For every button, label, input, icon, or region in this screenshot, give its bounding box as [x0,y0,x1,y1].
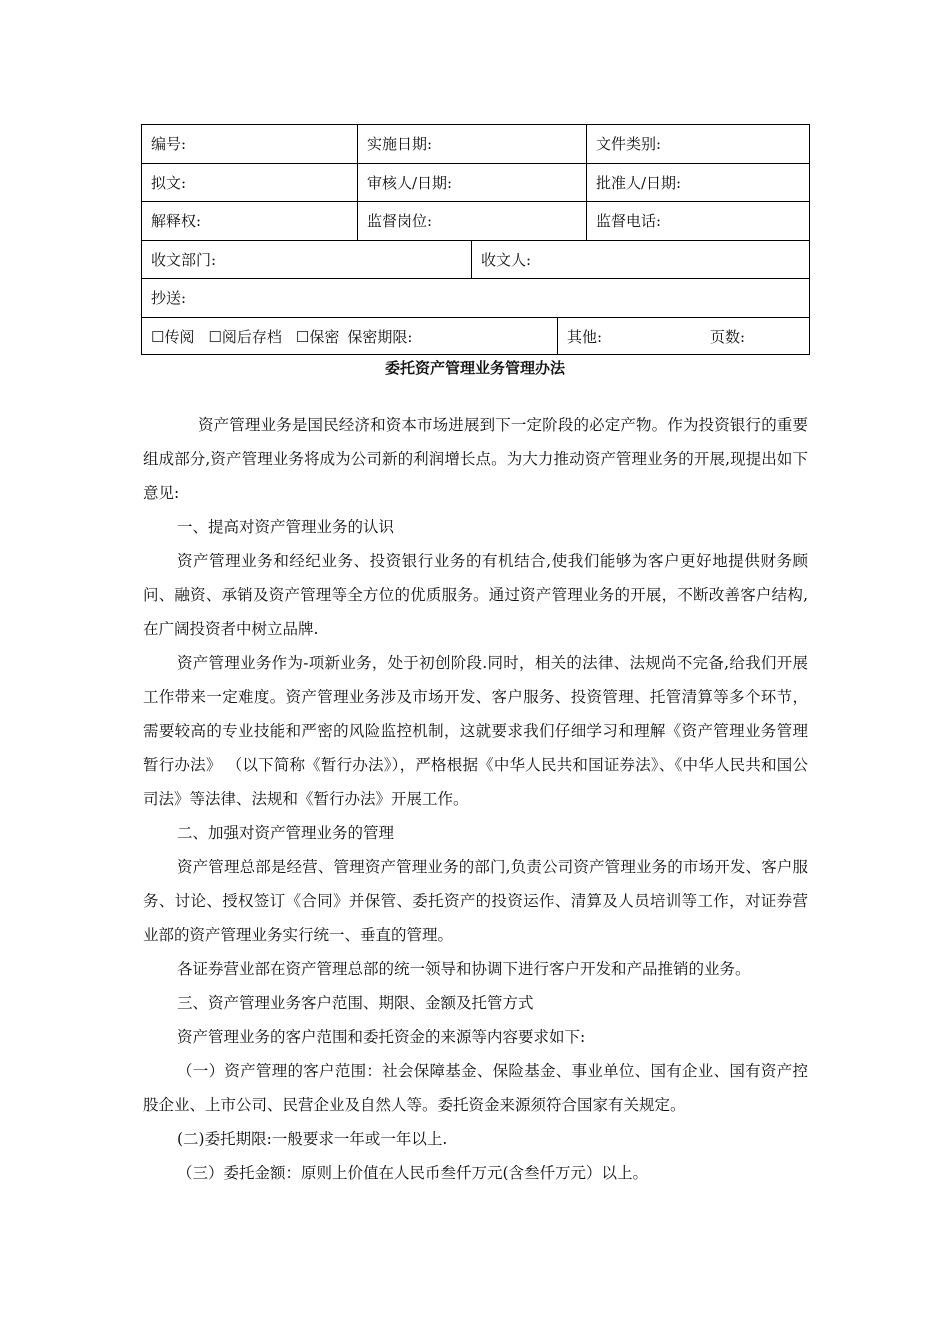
document-body [143,408,808,1190]
effective-date-cell: 实施日期: [357,125,586,163]
paragraph-intro: 资产管理业务是国民经济和资本市场进展到下一定阶段的必定产物。作为投资银行的重要组成部分,资产管理业务将成为公司新的利润增长点。为大力推动资产管理业务的开展,现提出如下意见: [143,416,808,502]
list-item-client-scope: （一）资产管理的客户范围：社会保障基金、保险基金、事业单位、国有企业、国有资产控股企业、上市公司、民营企业及自然人等。委托资金来源须符合国家有关规定。 [143,1062,808,1114]
section-heading-1: 一、提高对资产管理业务的认识 [177,518,395,536]
pages-label: 页数: [710,327,746,346]
header-row-3 [142,202,809,241]
archive-checkbox[interactable]: ☐阅后存档 [208,327,282,346]
paragraph: 资产管理业务的客户范围和委托资金的来源等内容要求如下: [177,1028,586,1046]
circulate-checkbox[interactable]: ☐传阅 [151,327,195,346]
paragraph: 各证券营业部在资产管理总部的统一领导和协调下进行客户开发和产品推销的业务。 [177,960,751,978]
header-row-4 [142,241,809,280]
distribution-options-cell [142,318,557,356]
confidential-period-label: 保密期限: [347,327,413,346]
recipient-cell: 收文人: [471,241,809,279]
confidential-checkbox[interactable]: ☐保密 [295,327,340,346]
document-header-table [141,124,810,355]
other-label: 其他: [567,327,603,346]
approver-cell: 批准人/日期: [586,164,809,202]
interpretation-cell: 解释权: [151,212,202,230]
document-title: 委托资产管理业务管理办法 [384,359,565,377]
drafter-cell: 拟文: [151,173,187,192]
cc-cell: 抄送: [151,289,187,307]
header-row-6 [142,318,809,356]
supervisor-post-cell: 监督岗位: [357,202,586,240]
doc-category-cell: 文件类别: [586,125,809,163]
section-heading-3: 三、资产管理业务客户范围、期限、金额及托管方式 [177,994,534,1012]
header-row-2 [142,164,809,203]
header-row-5 [142,279,809,318]
paragraph: 资产管理业务和经纪业务、投资银行业务的有机结合,使我们能够为客户更好地提供财务顾问、融资、承销及资产管理等全方位的优质服务。通过资产管理业务的开展，不断改善客户结构,在广阔投资者中树立品牌. [143,552,808,638]
reviewer-cell: 审核人/日期: [357,164,586,202]
list-item-amount: （三）委托金额：原则上价值在人民币叁仟万元(含叁仟万元）以上。 [177,1164,649,1182]
list-item-term: (二)委托期限:一般要求一年或一年以上. [177,1130,448,1148]
section-heading-2: 二、加强对资产管理业务的管理 [177,824,395,842]
number-cell: 编号: [151,135,187,153]
paragraph: 资产管理总部是经营、管理资产管理业务的部门,负责公司资产管理业务的市场开发、客户服务、讨论、授权签订《合同》并保管、委托资产的投资运作、清算及人员培训等工作，对证券营业部的资产管理业务实行统一、垂直的管理。 [143,858,808,944]
header-row-1 [142,125,809,164]
receiving-dept-cell: 收文部门: [151,250,217,269]
paragraph: 资产管理业务作为-项新业务，处于初创阶段.同时，相关的法律、法规尚不完备,给我们开展工作带来一定难度。资产管理业务涉及市场开发、客户服务、投资管理、托管清算等多个环节，需要较高的专业技能和严密的风险监控机制，这就要求我们仔细学习和理解《资产管理业务管理暂行办法》 （以下简称《暂行办法》），严格根据《中华人民共和国证券法》、《中华人民共和国公司法》等法律、法规和《暂行办法》开展工作。 [143,654,808,808]
supervisor-phone-cell: 监督电话: [586,202,809,240]
other-pages-cell [557,318,809,356]
